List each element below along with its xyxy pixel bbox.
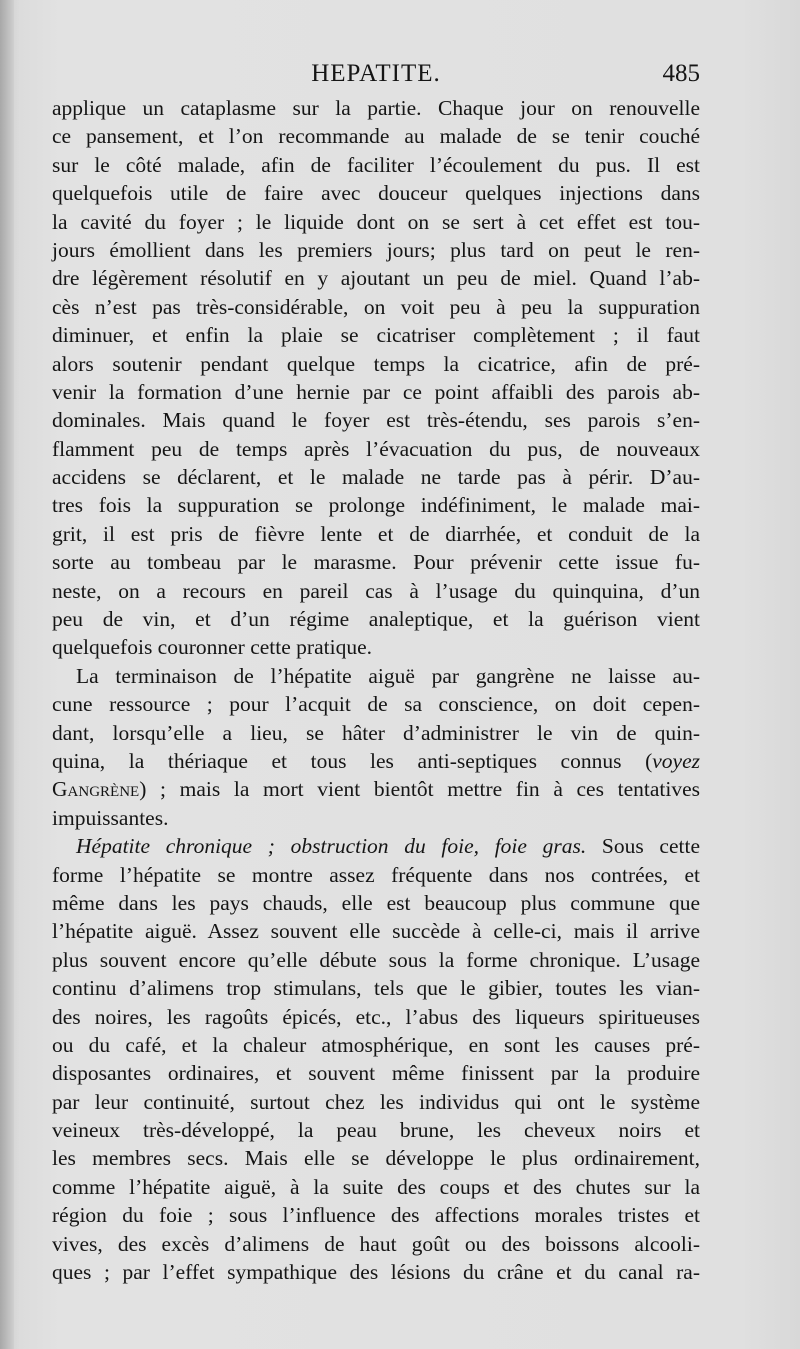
text-line: [52, 605, 700, 633]
italic-text: voyez: [652, 748, 700, 773]
text-line: [52, 350, 700, 378]
text-line: [52, 1144, 700, 1172]
text-line: [52, 491, 700, 519]
text-segment: les membres secs. Mais elle se développe le plus ordinairement,: [52, 1146, 700, 1171]
text-segment: ) ; mais la mort vient bientôt mettre fin à ces tentatives: [139, 777, 700, 802]
text-line: [52, 208, 700, 236]
page-header: [52, 58, 700, 92]
text-line: [52, 94, 700, 122]
text-line: [52, 889, 700, 917]
text-line: [52, 974, 700, 1002]
text-segment: accidens se déclarent, et le malade ne tarde pas à périr. D’au-: [52, 465, 700, 490]
text-line: [52, 1230, 700, 1258]
text-line: [52, 236, 700, 264]
text-line: [52, 917, 700, 945]
text-segment: diminuer, et enfin la plaie se cicatriser complètement ; il faut: [52, 323, 700, 348]
text-segment: quelquefois utile de faire avec douceur quelques injections dans: [52, 181, 700, 206]
text-segment: impuissantes.: [52, 805, 169, 830]
text-segment: flamment peu de temps après l’évacuation du pus, de nouveaux: [52, 436, 700, 461]
text-segment: venir la formation d’une hernie par ce point affaibli des parois ab-: [52, 379, 700, 404]
body-text: [52, 94, 700, 1286]
text-line: [52, 747, 700, 775]
text-line: [52, 264, 700, 292]
text-segment: des noires, les ragoûts épicés, etc., l’abus des liqueurs spiritueuses: [52, 1004, 700, 1029]
text-line: [52, 662, 700, 690]
text-line: [52, 577, 700, 605]
text-line: [52, 1003, 700, 1031]
text-segment: ou du café, et la chaleur atmosphérique, en sont les causes pré-: [52, 1032, 700, 1057]
text-segment: sorte au tombeau par le marasme. Pour prévenir cette issue fu-: [52, 550, 700, 575]
text-segment: vives, des excès d’alimens de haut goût ou des boissons alcooli-: [52, 1231, 700, 1256]
text-line: [52, 804, 700, 832]
text-segment: Sous cette: [586, 834, 700, 859]
text-line: [52, 520, 700, 548]
small-caps-text: Gangrène: [52, 777, 140, 802]
text-line: [52, 719, 700, 747]
text-line: [52, 321, 700, 349]
text-segment: disposantes ordinaires, et souvent même finissent par la produire: [52, 1061, 700, 1086]
text-segment: tres fois la suppuration se prolonge indéfiniment, le malade mai-: [52, 493, 700, 518]
text-segment: dominales. Mais quand le foyer est très-étendu, ses parois s’en-: [52, 408, 700, 433]
text-segment: région du foie ; sous l’influence des affections morales tristes et: [52, 1203, 700, 1228]
text-line: [52, 179, 700, 207]
text-line: [52, 1088, 700, 1116]
text-segment: sur le côté malade, afin de faciliter l’écoulement du pus. Il est: [52, 152, 700, 177]
page-gutter-shadow: [0, 0, 14, 1349]
text-line: [52, 1059, 700, 1087]
text-line: [52, 832, 700, 860]
text-segment: continu d’alimens trop stimulans, tels que le gibier, toutes les vian-: [52, 976, 700, 1001]
text-line: [52, 946, 700, 974]
text-segment: cune ressource ; pour l’acquit de sa conscience, on doit cepen-: [52, 692, 700, 717]
text-segment: par leur continuité, surtout chez les individus qui ont le système: [52, 1089, 700, 1114]
text-segment: quina, la thériaque et tous les anti-septiques connus (: [52, 748, 653, 773]
text-segment: l’hépatite aiguë. Assez souvent elle succède à celle-ci, mais il arrive: [52, 919, 700, 944]
text-segment: la cavité du foyer ; le liquide dont on se sert à cet effet est tou-: [52, 209, 700, 234]
text-segment: La terminaison de l’hépatite aiguë par gangrène ne laisse au-: [76, 663, 700, 688]
text-line: [52, 1258, 700, 1286]
text-line: [52, 1201, 700, 1229]
text-segment: neste, on a recours en pareil cas à l’usage du quinquina, d’un: [52, 578, 700, 603]
text-segment: ques ; par l’effet sympathique des lésions du crâne et du canal ra-: [52, 1260, 700, 1285]
text-segment: veineux très-développé, la peau brune, les cheveux noirs et: [52, 1118, 700, 1143]
text-segment: plus souvent encore qu’elle débute sous la forme chronique. L’usage: [52, 947, 700, 972]
text-segment: quelquefois couronner cette pratique.: [52, 635, 372, 660]
text-segment: applique un cataplasme sur la partie. Chaque jour on renouvelle: [52, 96, 700, 120]
text-line: [52, 293, 700, 321]
text-segment: jours émollient dans les premiers jours; plus tard on peut le ren-: [52, 237, 700, 262]
text-line: [52, 861, 700, 889]
text-segment: peu de vin, et d’un régime analeptique, et la guérison vient: [52, 607, 700, 632]
text-line: [52, 463, 700, 491]
text-segment: comme l’hépatite aiguë, à la suite des coups et des chutes sur la: [52, 1174, 700, 1199]
text-line: [52, 378, 700, 406]
text-line: [52, 435, 700, 463]
text-segment: cès n’est pas très-considérable, on voit peu à peu la suppuration: [52, 294, 700, 319]
text-line: [52, 775, 700, 803]
text-segment: forme l’hépatite se montre assez fréquente dans nos contrées, et: [52, 862, 700, 887]
text-line: [52, 1031, 700, 1059]
text-line: [52, 406, 700, 434]
text-segment: ce pansement, et l’on recommande au malade de se tenir couché: [52, 124, 700, 149]
page-number: 485: [662, 60, 700, 87]
text-line: [52, 633, 700, 661]
text-line: [52, 1116, 700, 1144]
text-line: [52, 1173, 700, 1201]
running-title: HEPATITE.: [311, 60, 441, 87]
text-segment: même dans les pays chauds, elle est beaucoup plus commune que: [52, 890, 700, 915]
text-segment: dre légèrement résolutif en y ajoutant un peu de miel. Quand l’ab-: [52, 266, 700, 291]
text-segment: alors soutenir pendant quelque temps la cicatrice, afin de pré-: [52, 351, 700, 376]
italic-text: Hépatite chronique ; obstruction du foie, foie gras.: [76, 834, 587, 859]
text-segment: grit, il est pris de fièvre lente et de diarrhée, et conduit de la: [52, 521, 700, 546]
text-line: [52, 151, 700, 179]
text-line: [52, 548, 700, 576]
text-line: [52, 122, 700, 150]
text-segment: dant, lorsqu’elle a lieu, se hâter d’administrer le vin de quin-: [52, 720, 700, 745]
text-line: [52, 690, 700, 718]
